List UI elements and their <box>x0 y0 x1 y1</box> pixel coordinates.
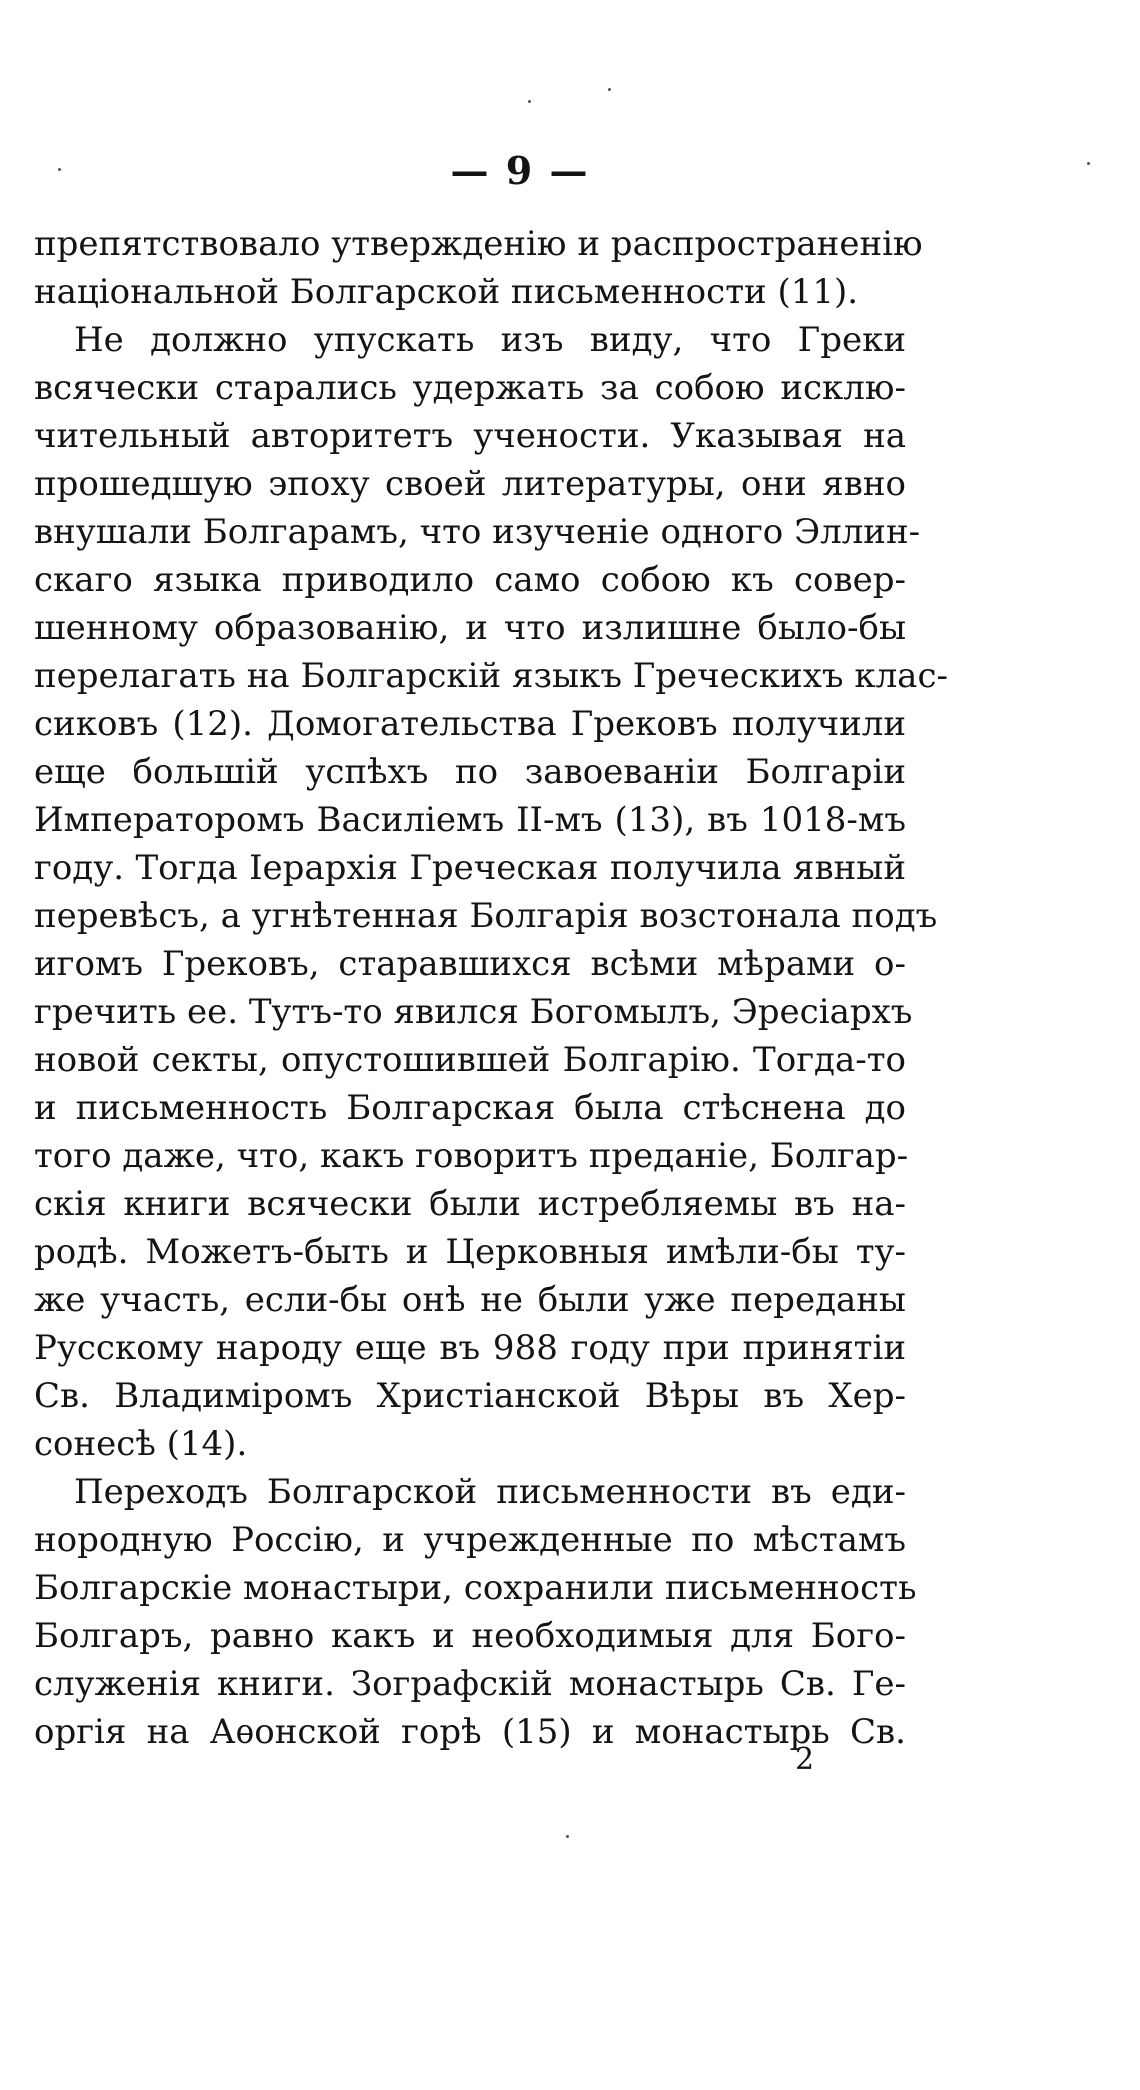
paper-speck <box>566 1835 569 1838</box>
text-line: Русскому народу еще въ 988 году при принятіи <box>34 1328 906 1368</box>
text-line: служенія книги. Зографскій монастырь Св. Ге- <box>34 1664 906 1704</box>
text-line: же участь, если-бы онѣ не были уже переданы <box>34 1280 906 1320</box>
paper-speck <box>58 168 61 171</box>
signature-mark: 2 <box>795 1742 815 1777</box>
text-line: того даже, что, какъ говоритъ преданіе, Болгар- <box>34 1136 909 1176</box>
page-number: — 9 — <box>450 148 590 193</box>
text-line: скаго языка приводило само собою къ совер- <box>34 560 906 600</box>
text-line: Болгарскіе монастыри, сохранили письменность <box>34 1568 917 1608</box>
paper-speck <box>608 88 611 91</box>
text-line: году. Тогда Іерархія Греческая получила явный <box>34 848 906 888</box>
paper-speck <box>528 100 531 103</box>
text-line: Св. Владиміромъ Христіанской Вѣры въ Хер- <box>34 1376 906 1416</box>
text-line: внушали Болгарамъ, что изученіе одного Эллин- <box>34 512 921 552</box>
text-line: новой секты, опустошившей Болгарію. Тогда-то <box>34 1040 906 1080</box>
text-line: прошедшую эпоху своей литературы, они явно <box>34 464 906 504</box>
text-line: перевѣсъ, а угнѣтенная Болгарія возстонала подъ <box>34 896 938 936</box>
text-line: сиковъ (12). Домогательства Грековъ получили <box>34 704 906 744</box>
text-line: и письменность Болгарская была стѣснена до <box>34 1088 906 1128</box>
paragraph-first-line: Переходъ Болгарской письменности въ еди- <box>74 1472 906 1512</box>
text-line: еще большій успѣхъ по завоеваніи Болгаріи <box>34 752 906 792</box>
text-line: чительный авторитетъ учености. Указывая на <box>34 416 906 456</box>
text-line: Болгаръ, равно какъ и необходимыя для Бого- <box>34 1616 906 1656</box>
text-line: нородную Россію, и учрежденные по мѣстамъ <box>34 1520 906 1560</box>
paragraph-first-line: Не должно упускать изъ виду, что Греки <box>74 320 906 360</box>
text-line: всячески старались удержать за собою исклю- <box>34 368 906 408</box>
text-line: оргія на Аѳонской горѣ (15) и монастырь Св. <box>34 1712 906 1752</box>
text-line: игомъ Грековъ, старавшихся всѣми мѣрами о- <box>34 944 906 984</box>
text-line: гречить ее. Тутъ-то явился Богомылъ, Эресіархъ <box>34 992 913 1032</box>
text-line: родѣ. Можетъ-быть и Церковныя имѣли-бы ту- <box>34 1232 906 1272</box>
text-line: шенному образованію, и что излишне было-бы <box>34 608 906 648</box>
text-line: препятствовало утвержденію и распространенію <box>34 224 923 264</box>
text-line: скія книги всячески были истребляемы въ на- <box>34 1184 906 1224</box>
paper-speck <box>1087 162 1090 165</box>
text-line: Императоромъ Василіемъ II-мъ (13), въ 1018-мъ <box>34 800 906 840</box>
text-line: національной Болгарской письменности (11). <box>34 272 859 312</box>
text-line: сонесѣ (14). <box>34 1424 248 1464</box>
text-line: перелагать на Болгарскій языкъ Греческихъ клас- <box>34 656 948 696</box>
